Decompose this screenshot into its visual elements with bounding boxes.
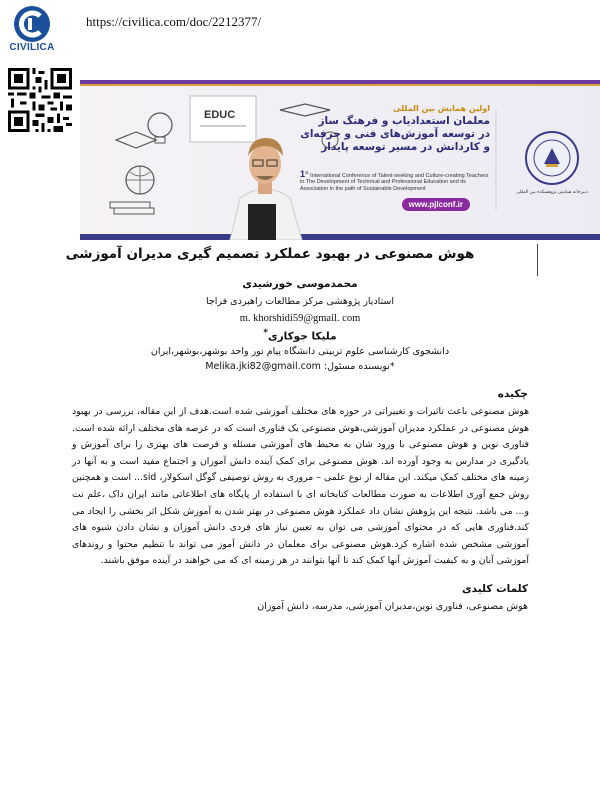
keywords-heading: کلمات کلیدی (462, 583, 528, 595)
banner-english-text: International Conference of Talent-seeking and Culture-creating Teachers in The Development of Technical and Professional Education and its Association in the path of Sustainable Development (300, 172, 489, 192)
paper-title: هوش مصنوعی در بهبود عملکرد تصمیم گیری مدیران آموزشی (65, 246, 475, 262)
banner-ordinal-sup: st (305, 170, 309, 175)
banner-english-block (300, 170, 490, 192)
author-1-email[interactable]: m. khorshidi59@gmail. com (239, 313, 361, 324)
corresponding-mark: * (263, 328, 268, 338)
title-divider (537, 244, 538, 276)
author-2-name (100, 328, 500, 343)
conference-website[interactable]: www.pjlconf.ir (402, 198, 470, 211)
institution-seal-icon (524, 130, 580, 186)
corresponding-author: *نویسنده مسئول: Melika.jki82@gmail.com (205, 361, 395, 372)
conference-banner (80, 80, 600, 240)
document-url[interactable]: https://civilica.com/doc/2212377/ (86, 14, 262, 29)
banner-ordinal: 1 (300, 168, 306, 179)
banner-line4: و کاردانش در مسیر توسعه پایدار (321, 141, 490, 153)
qr-code (8, 68, 72, 132)
keywords-list: هوش مصنوعی، فناوری نوین،مدیران آموزشی، مدرسه، دانش آموزان (257, 601, 528, 612)
logo-text: CIVILICA (9, 42, 55, 53)
author-2-label: ملیکا جوکاری (267, 330, 337, 343)
author-1-name: محمدموسی خورشیدی (242, 278, 358, 290)
board-text: EDUC (204, 109, 236, 121)
book-icon (248, 204, 276, 240)
author-2-affiliation: دانشجوی کارشناسی علوم تربیتی دانشگاه پیام نور واحد بوشهر،بوشهر،ایران (150, 346, 450, 357)
abstract-heading: چکیده (497, 388, 528, 400)
seal-caption: دبیرخانه همایش پژوهشکده بین المللی (516, 190, 588, 195)
author-1-affiliation: استادیار پژوهشی مرکز مطالعات راهبردی فراجا (205, 296, 395, 307)
banner-title-block (290, 102, 490, 154)
abstract-body: هوش مصنوعی باعث تاثیرات و تغییراتی در حوزه های مختلف آموزشی شده است.هدف از این مقاله، بررسی در بهبود هوش مصنوعی در عملکرد مدیران آموزشی،هوش مصنوعی یک فناوری است که در عرصه های مختلف ارائه شده است. فناوری نوین و هوش مصنوعی با ورود شان به محیط های آموزشی مسئله و فرصت های بهتری را برای آموزش و یادگیری در مدارس به وجود آورده اند. هوش مصنوعی برای کمک آینده دانش آموزان و اجتماع مفید است و به آنها در زمینه های مختلف کمک میکند. این مقاله از نوع علمی – مروری به روش توصیفی گوگل اسکولار، sid... است و همچنین روش جمع آوری اطلاعات به صورت مطالعات کتابخانه ای با استفاده از پایگاه های اطلاعاتی مانند ایران داک ،علم نت و... می باشد. نتیجه این پژوهش نشان داد عملکرد هوش مصنوعی در بهتر شدن به آموزش شکل اثر بخشی را ایجاد می کند.فناوری هایی که در محتوای آموزشی می توان به تعیین نیاز های فردی دانش آموزان و نشان دادن شیوه های آموزشی مشخص شده اشاره کرد.هوش مصنوعی برای معلمان در دانش آموز می تواند با تنظیم محتوا و روندهای آموزشی آنان و به کیفیت آموزش آنها کمک کند تا آنها بتوانند در هر زمینه ای که می خواهند در آینده موفق باشند. (72, 406, 529, 567)
banner-line3: در توسعه آموزش‌های فنی و حرفه‌ای (300, 128, 490, 140)
banner-line2: معلمان استعدادیاب و فرهنگ ساز (318, 115, 490, 127)
banner-line1: اولین همایش بین المللی (393, 104, 490, 113)
